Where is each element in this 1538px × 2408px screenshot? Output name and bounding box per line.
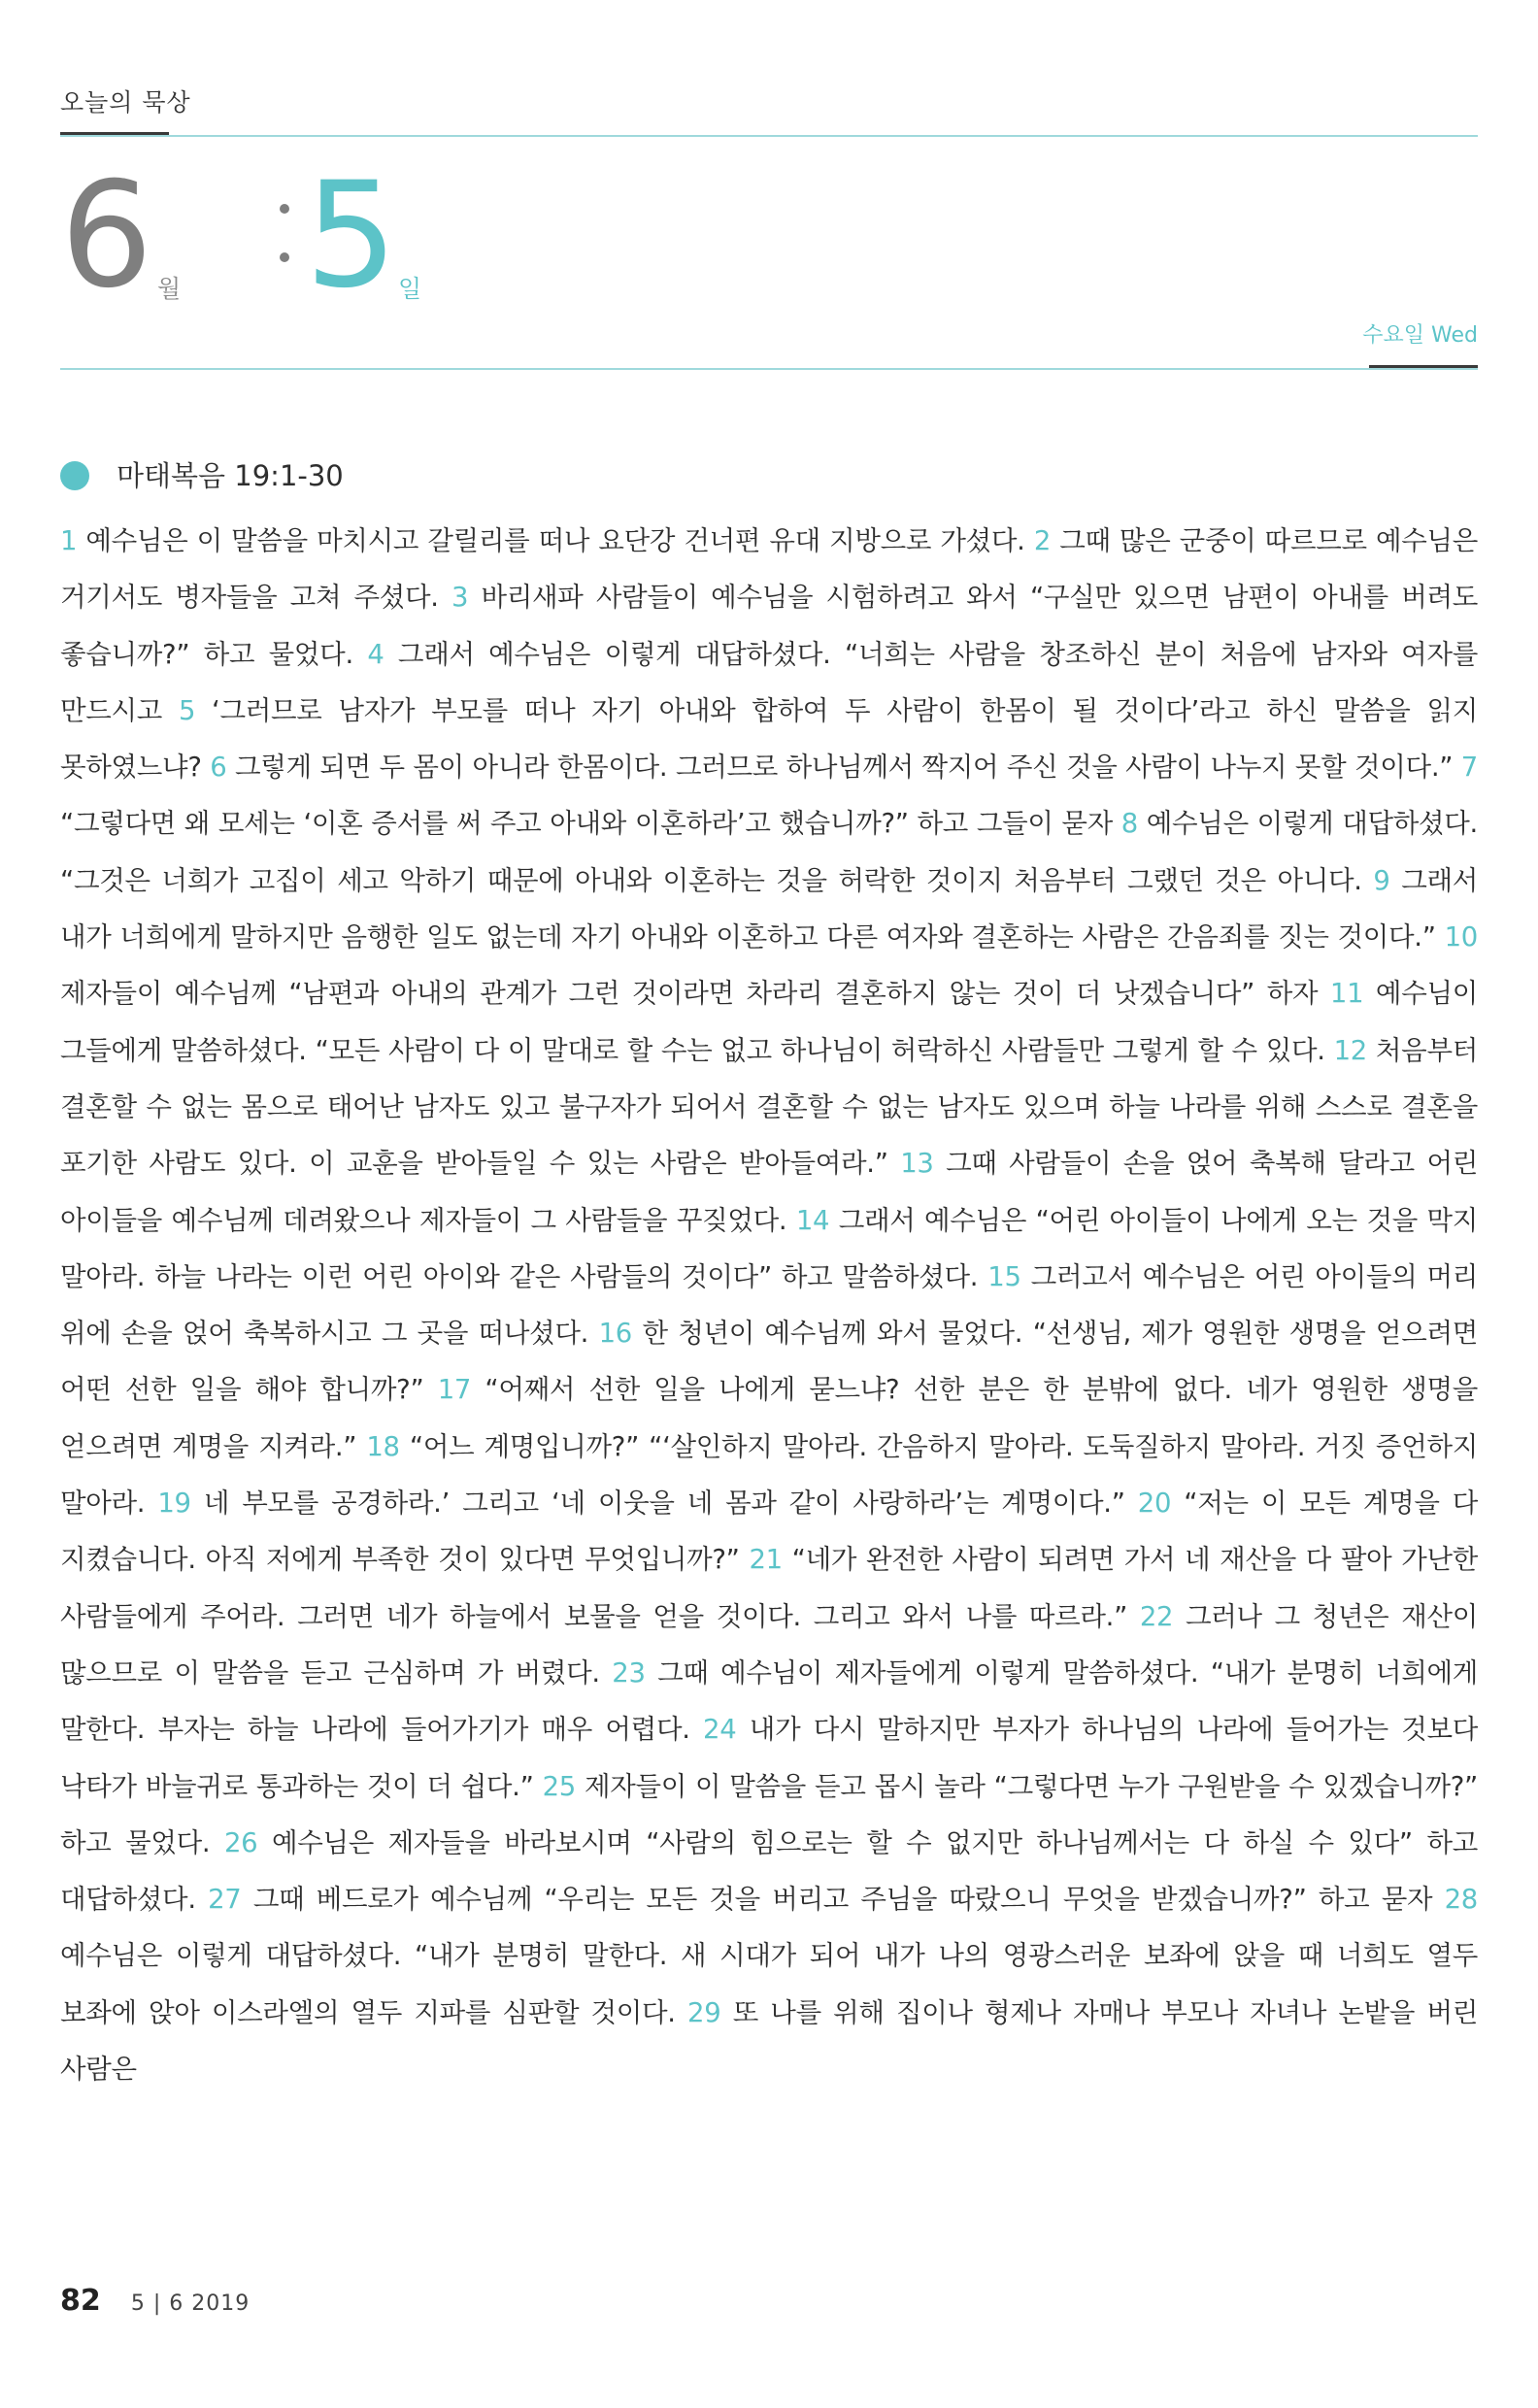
verse-number: 17 xyxy=(437,1374,472,1406)
verse-text: “어째서 선한 일을 나에게 묻느냐? 선한 분은 한 분밖에 없다. 네가 영원한 생명을 얻으려면 계명을 지켜라.” xyxy=(60,1374,1478,1462)
passage-reference xyxy=(60,454,344,493)
passage-reference-text: 마태복음 19:1-30 xyxy=(117,459,344,492)
verse-number: 29 xyxy=(687,1996,721,2028)
verse-text: 그렇게 되면 두 몸이 아니라 한몸이다. 그러므로 하나님께서 짝지어 주신 것을 사람이 나누지 못할 것이다.” xyxy=(226,752,1461,784)
issue-date: 5 | 6 2019 xyxy=(130,2291,251,2316)
verse-number: 2 xyxy=(1033,525,1052,556)
verse-text: “저는 이 모든 계명을 다 지켰습니다. 아직 저에게 부족한 것이 있다면 무엇입니까?” xyxy=(60,1488,1478,1576)
verse-number: 13 xyxy=(900,1148,934,1180)
bullet-dot-icon xyxy=(60,461,89,490)
verse-number: 21 xyxy=(749,1544,783,1576)
verse-number: 23 xyxy=(612,1656,646,1689)
verse-number: 19 xyxy=(157,1488,191,1520)
verse-text: 예수님은 이렇게 대답하셨다. “내가 분명히 말한다. 새 시대가 되어 내가 나의 영광스러운 보좌에 앉을 때 너희도 열두 보좌에 앉아 이스라엘의 열두 지파를 심판할 것이다. xyxy=(60,1940,1478,2028)
verse-number: 3 xyxy=(451,582,469,614)
verse-text: “어느 계명입니까?” “‘살인하지 말아라. 간음하지 말아라. 도둑질하지 말아라. 거짓 증언하지 말아라. xyxy=(60,1430,1478,1520)
verse-text: 그래서 내가 너희에게 말하지만 음행한 일도 없는데 자기 아내와 이혼하고 다른 여자와 결혼하는 사람은 간음죄를 짓는 것이다.” xyxy=(60,864,1478,953)
verse-text: 그때 사람들이 손을 얹어 축복해 달라고 어린 아이들을 예수님께 데려왔으나 제자들이 그 사람들을 꾸짖었다. xyxy=(60,1148,1478,1236)
page-number: 82 xyxy=(60,2284,101,2318)
verse-number: 6 xyxy=(210,752,227,784)
date-divider xyxy=(60,368,1478,370)
verse-text: 제자들이 예수님께 “남편과 아내의 관계가 그런 것이라면 차라리 결혼하지 않는 것이 더 낫겠습니다” 하자 xyxy=(60,978,1330,1010)
verse-number: 9 xyxy=(1373,864,1390,896)
header-divider xyxy=(60,135,1478,137)
verse-number: 16 xyxy=(598,1318,632,1350)
verse-number: 12 xyxy=(1333,1034,1368,1066)
verse-number: 8 xyxy=(1120,808,1138,840)
verse-text: 예수님은 이렇게 대답하셨다. “그것은 너희가 고집이 세고 악하기 때문에 아내와 이혼하는 것을 허락한 것이지 처음부터 그랬던 것은 아니다. xyxy=(60,808,1478,896)
scripture-text xyxy=(60,513,1478,2097)
day-unit: 일 xyxy=(398,275,422,303)
verse-text: “그렇다면 왜 모세는 ‘이혼 증서를 써 주고 아내와 이혼하라’고 했습니까?” 하고 그들이 묻자 xyxy=(60,808,1121,840)
verse-text: 그때 예수님이 제자들에게 이렇게 말씀하셨다. “내가 분명히 너희에게 말한다. 부자는 하늘 나라에 들어가기가 매우 어렵다. xyxy=(60,1656,1478,1746)
verse-number: 7 xyxy=(1460,752,1478,784)
verse-text: 예수님이 그들에게 말씀하셨다. “모든 사람이 다 이 말대로 할 수는 없고 하나님이 허락하신 사람들만 그렇게 할 수 있다. xyxy=(60,978,1478,1066)
date-colon xyxy=(280,204,289,272)
verse-number: 15 xyxy=(987,1260,1021,1292)
verse-number: 14 xyxy=(795,1204,830,1236)
day-number: 5 xyxy=(305,151,398,320)
verse-number: 28 xyxy=(1444,1884,1478,1916)
verse-number: 20 xyxy=(1137,1488,1172,1520)
verse-number: 10 xyxy=(1444,921,1478,953)
verse-text: 예수님은 제자들을 바라보시며 “사람의 힘으로는 할 수 없지만 하나님께서는 다 하실 수 있다” 하고 대답하셨다. xyxy=(60,1826,1478,1916)
page-footer xyxy=(60,2284,250,2319)
verse-number: 5 xyxy=(178,694,196,726)
verse-number: 25 xyxy=(542,1770,576,1802)
verse-text: 제자들이 이 말씀을 듣고 몹시 놀라 “그렇다면 누가 구원받을 수 있겠습니까?” 하고 물었다. xyxy=(60,1770,1479,1858)
verse-text: 내가 다시 말하지만 부자가 하나님의 나라에 들어가는 것보다 낙타가 바늘귀로 통과하는 것이 더 쉽다.” xyxy=(60,1714,1479,1802)
section-label: 오늘의 묵상 xyxy=(60,88,191,117)
verse-text: 바리새파 사람들이 예수님을 시험하려고 와서 “구실만 있으면 남편이 아내를 버려도 좋습니까?” 하고 물었다. xyxy=(60,582,1478,670)
verse-number: 11 xyxy=(1329,978,1364,1010)
verse-number: 27 xyxy=(208,1884,242,1916)
verse-text: 그래서 예수님은 “어린 아이들이 나에게 오는 것을 막지 말아라. 하늘 나라는 이런 어린 아이와 같은 사람들의 것이다” 하고 말씀하셨다. xyxy=(60,1204,1478,1292)
verse-text: 또 나를 위해 집이나 형제나 자매나 부모나 자녀나 논밭을 버린 사람은 xyxy=(60,1996,1478,2086)
verse-text: 한 청년이 예수님께 와서 물었다. “선생님, 제가 영원한 생명을 얻으려면 어떤 선한 일을 해야 합니까?” xyxy=(60,1318,1478,1406)
verse-text: 그러나 그 청년은 재산이 많으므로 이 말씀을 듣고 근심하며 가 버렸다. xyxy=(60,1600,1478,1689)
verse-number: 4 xyxy=(367,638,384,670)
verse-number: 24 xyxy=(703,1714,737,1746)
verse-text: ‘그러므로 남자가 부모를 떠나 자기 아내와 합하여 두 사람이 한몸이 될 것이다’라고 하신 말씀을 읽지 못하였느냐? xyxy=(60,694,1478,784)
verse-text: 그때 많은 군중이 따르므로 예수님은 거기서도 병자들을 고쳐 주셨다. xyxy=(60,525,1478,614)
verse-text: 예수님은 이 말씀을 마치시고 갈릴리를 떠나 요단강 건너편 유대 지방으로 가셨다. xyxy=(77,525,1034,556)
verse-text: 처음부터 결혼할 수 없는 몸으로 태어난 남자도 있고 불구자가 되어서 결혼할 수 없는 남자도 있으며 하늘 나라를 위해 스스로 결혼을 포기한 사람도 있다. 이 교훈을 받아들일 수 있는 사람은 받아들여라.” xyxy=(60,1034,1478,1180)
month-unit: 월 xyxy=(157,275,182,303)
verse-text: 그때 베드로가 예수님께 “우리는 모든 것을 버리고 주님을 따랐으니 무엇을 받겠습니까?” 하고 묻자 xyxy=(241,1884,1445,1916)
verse-text: 네 부모를 공경하라.’ 그리고 ‘네 이웃을 네 몸과 같이 사랑하라’는 계명이다.” xyxy=(190,1488,1138,1520)
verse-text: “네가 완전한 사람이 되려면 가서 네 재산을 다 팔아 가난한 사람들에게 주어라. 그러면 네가 하늘에서 보물을 얻을 것이다. 그리고 와서 나를 따르라.” xyxy=(60,1544,1478,1632)
verse-number: 18 xyxy=(366,1430,400,1462)
verse-number: 26 xyxy=(223,1826,258,1858)
verse-number: 22 xyxy=(1139,1600,1174,1632)
verse-text: 그래서 예수님은 이렇게 대답하셨다. “너희는 사람을 창조하신 분이 처음에 남자와 여자를 만드시고 xyxy=(60,638,1478,726)
date-block xyxy=(60,151,1478,320)
verse-number: 1 xyxy=(60,525,78,556)
month-number: 6 xyxy=(60,151,153,320)
weekday: 수요일 Wed xyxy=(1362,323,1478,348)
verse-text: 그러고서 예수님은 어린 아이들의 머리 위에 손을 얹어 축복하시고 그 곳을 떠나셨다. xyxy=(60,1260,1478,1350)
